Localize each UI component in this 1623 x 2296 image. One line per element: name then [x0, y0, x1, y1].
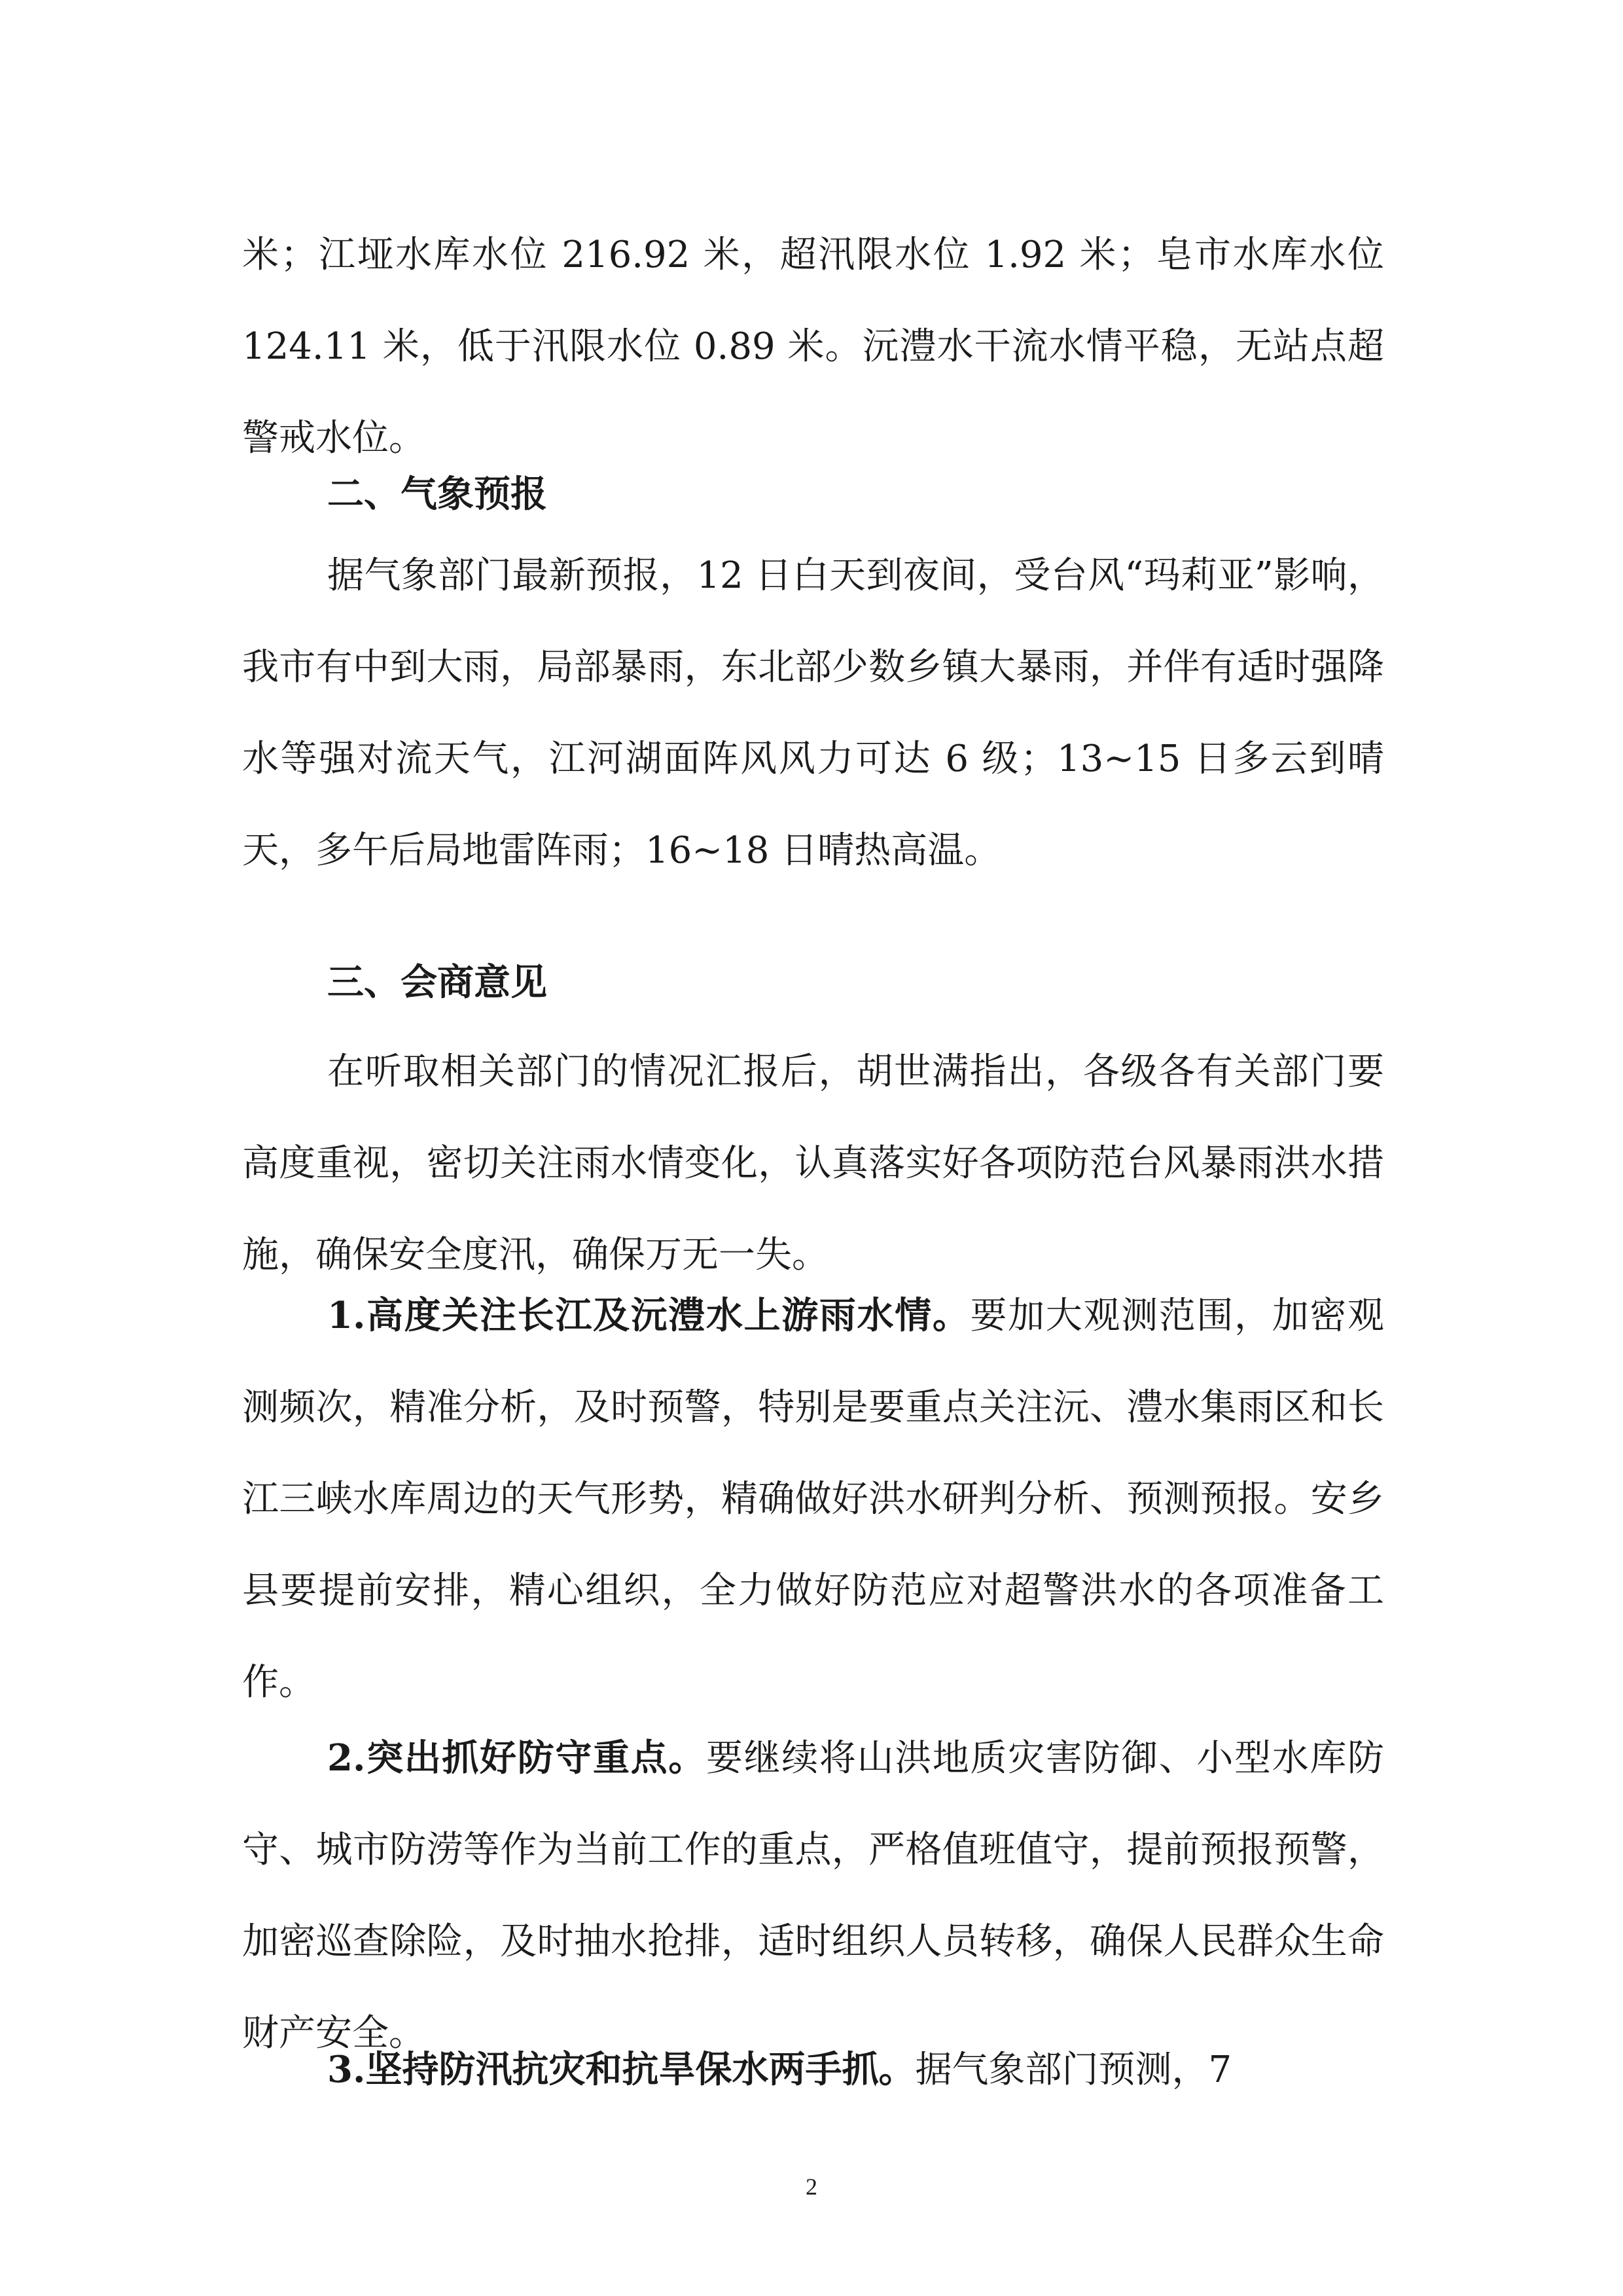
paragraph-reservoir-levels: 米；江垭水库水位 216.92 米，超汛限水位 1.92 米；皂市水库水位 124.11 米，低于汛限水位 0.89 米。沅澧水干流水情平稳，无站点超警戒水位。	[242, 234, 1384, 459]
item-3-body: 据气象部门预测，7	[915, 2049, 1232, 2091]
paragraph-weather-forecast: 据气象部门最新预报，12 日白天到夜间，受台风“玛莉亚”影响，我市有中到大雨，局部暴雨，东北部少数乡镇大暴雨，并伴有适时强降水等强对流天气，江河湖面阵风风力可达 6 级；13~15 日多云到晴天，多午后局地雷阵雨；16~18 日晴热高温。	[242, 554, 1384, 872]
item-1-lead: 1.高度关注长江及沅澧水上游雨水情。	[327, 1294, 971, 1337]
paragraph-item-1	[242, 1270, 1384, 1729]
section-heading-weather-forecast: 二、气象预报	[327, 473, 547, 516]
paragraph-consultation: 在听取相关部门的情况汇报后，胡世满指出，各级各有关部门要高度重视，密切关注雨水情变化，认真落实好各项防范台风暴雨洪水措施，确保安全度汛，确保万无一失。	[242, 1050, 1384, 1276]
section-heading-consultation: 三、会商意见	[327, 961, 547, 1004]
item-3-lead: 3.坚持防汛抗灾和抗旱保水两手抓。	[327, 2048, 916, 2091]
paragraph-item-3	[242, 2024, 1384, 2116]
page-number: 2	[806, 2174, 817, 2200]
item-1-body: 要加大观测范围，加密观测频次，精准分析，及时预警，特别是要重点关注沅、澧水集雨区和长江三峡水库周边的天气形势，精确做好洪水研判分析、预测预报。安乡县要提前安排，精心组织，全力做好防范应对超警洪水的各项准备工作。	[242, 1295, 1384, 1704]
item-2-lead: 2.突出抓好防守重点。	[327, 1736, 706, 1780]
item-2-body: 要继续将山洪地质灾害防御、小型水库防守、城市防涝等作为当前工作的重点，严格值班值守，提前预报预警，加密巡查除险，及时抽水抢排，适时组织人员转移，确保人民群众生命财产安全。	[242, 1737, 1385, 2054]
